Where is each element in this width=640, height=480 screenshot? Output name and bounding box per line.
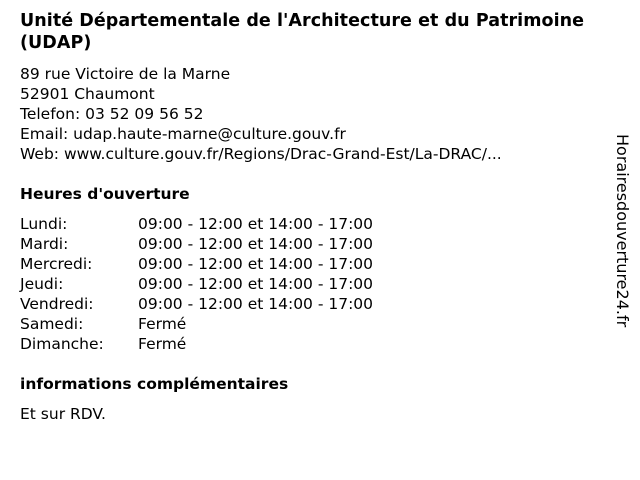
hours-row [20,274,610,294]
street-address: 89 rue Victoire de la Marne [20,65,231,83]
day-label: Dimanche: [20,335,104,353]
day-hours: 09:00 - 12:00 et 14:00 - 17:00 [138,215,374,233]
day-label: Jeudi: [20,275,64,293]
additional-info-text: Et sur RDV. [20,405,106,423]
day-hours: 09:00 - 12:00 et 14:00 - 17:00 [138,235,374,253]
day-hours: 09:00 - 12:00 et 14:00 - 17:00 [138,255,374,273]
hours-row [20,234,610,254]
day-label: Vendredi: [20,295,94,313]
day-hours: 09:00 - 12:00 et 14:00 - 17:00 [138,295,374,313]
day-label: Mardi: [20,235,69,253]
opening-hours-heading: Heures d'ouverture [20,185,190,203]
hours-row [20,314,610,334]
website-link[interactable]: Web: www.culture.gouv.fr/Regions/Drac-Grand-Est/La-DRAC/... [20,145,502,163]
address-block [20,64,610,164]
page-title: Unité Départementale de l'Architecture et du Patrimoine (UDAP) [20,11,585,53]
email-address[interactable]: Email: udap.haute-marne@culture.gouv.fr [20,125,346,143]
day-label: Lundi: [20,215,68,233]
hours-row [20,334,610,354]
listing-page [20,10,610,424]
day-label: Mercredi: [20,255,93,273]
hours-row [20,214,610,234]
phone-number[interactable]: Telefon: 03 52 09 56 52 [20,105,204,123]
opening-hours-table [20,214,610,354]
additional-info-heading: informations complémentaires [20,375,289,393]
site-watermark: Horairesdouverture24.fr [613,134,632,328]
hours-row [20,254,610,274]
day-hours: Fermé [138,315,187,333]
hours-row [20,294,610,314]
day-hours: Fermé [138,335,187,353]
day-label: Samedi: [20,315,84,333]
city-postcode: 52901 Chaumont [20,85,155,103]
day-hours: 09:00 - 12:00 et 14:00 - 17:00 [138,275,374,293]
